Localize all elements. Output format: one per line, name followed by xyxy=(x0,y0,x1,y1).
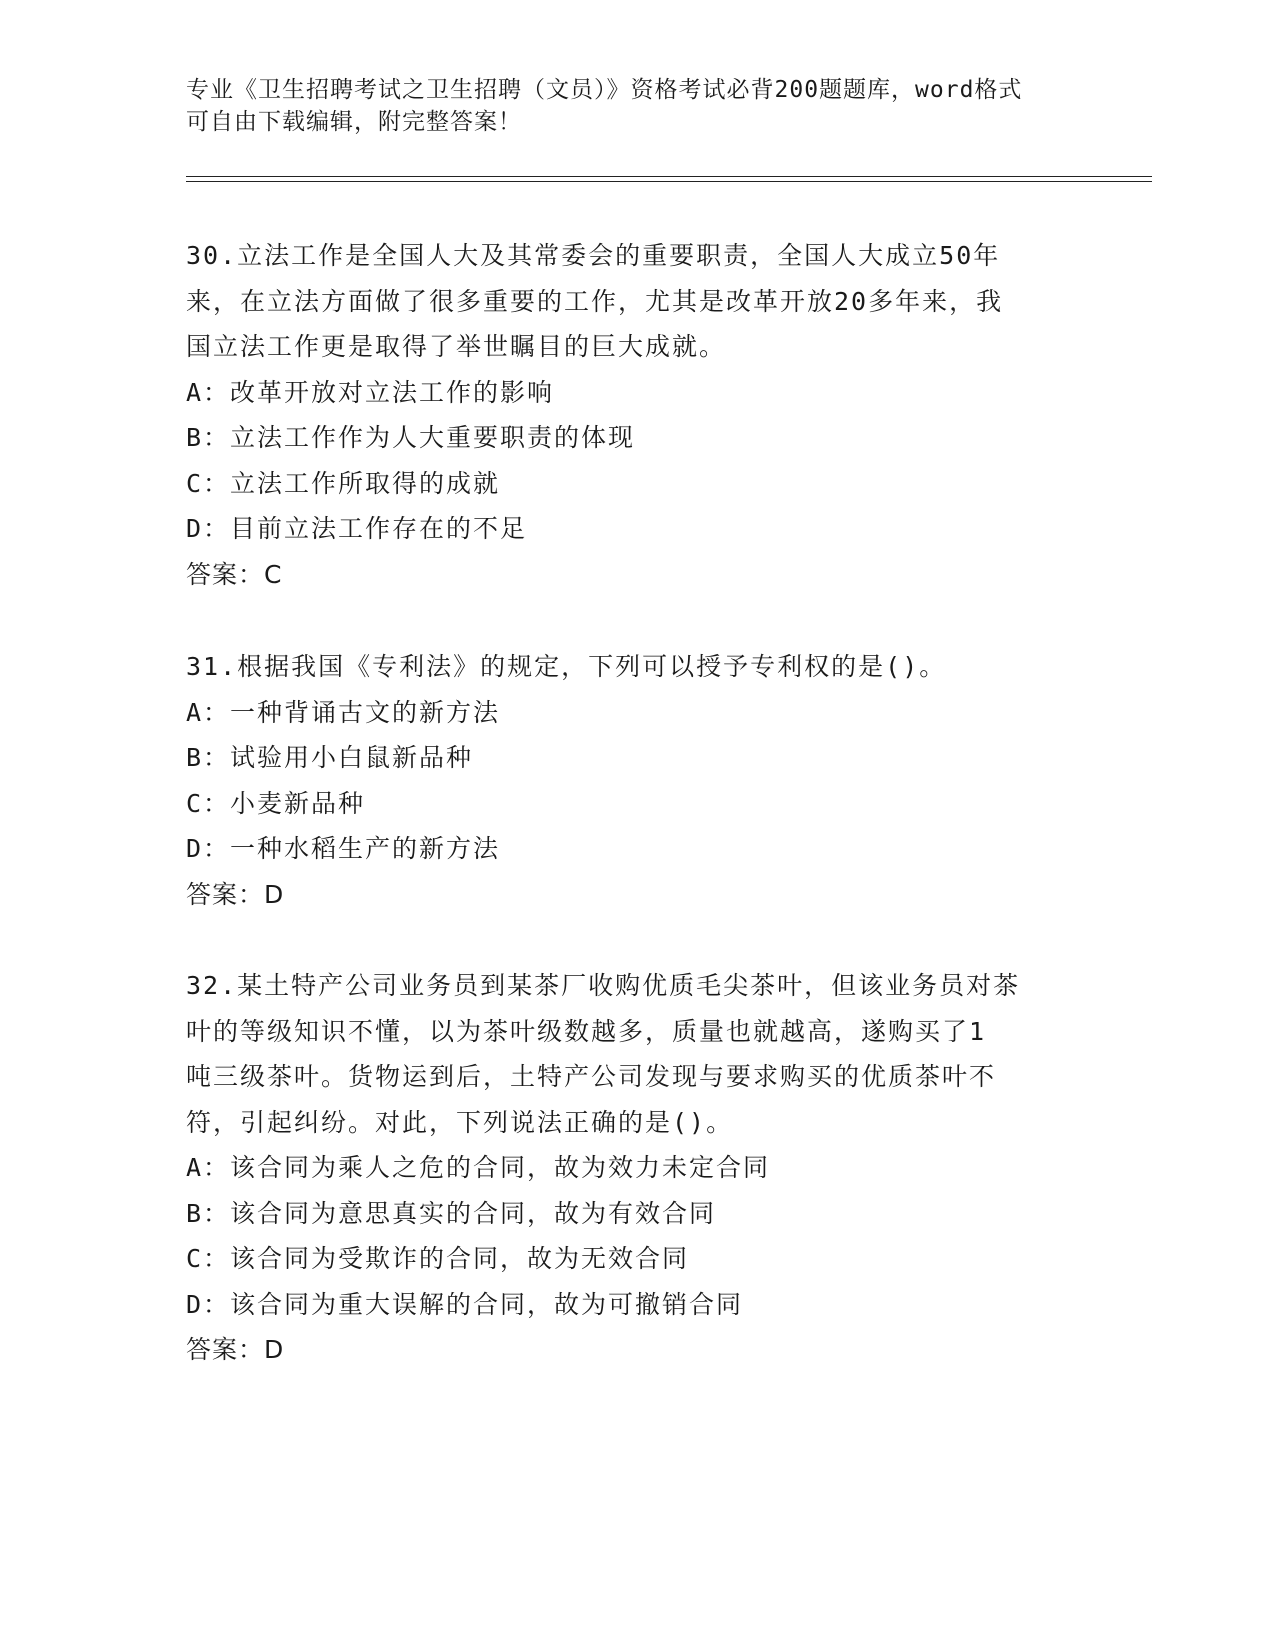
header-line-1: 专业《卫生招聘考试之卫生招聘（文员）》资格考试必背200题题库，word格式 xyxy=(186,77,1023,103)
answer-line: 答案：D xyxy=(186,879,285,909)
question-stem-line: 31.根据我国《专利法》的规定，下列可以授予专利权的是()。 xyxy=(186,652,947,681)
question-stem-line: 32.某土特产公司业务员到某茶厂收购优质毛尖茶叶，但该业务员对茶 xyxy=(186,971,1021,1000)
option-a: A：该合同为乘人之危的合同，故为效力未定合同 xyxy=(186,1153,771,1182)
option-a: A：改革开放对立法工作的影响 xyxy=(186,377,555,407)
option-b: B：立法工作作为人大重要职责的体现 xyxy=(186,423,636,452)
option-d: D：目前立法工作存在的不足 xyxy=(186,514,528,543)
option-b: B：该合同为意思真实的合同，故为有效合同 xyxy=(186,1198,717,1228)
question-31 xyxy=(186,644,1086,917)
answer-line: 答案：D xyxy=(186,1335,285,1364)
header-divider-bottom xyxy=(186,181,1152,182)
question-stem-line: 吨三级茶叶。货物运到后，土特产公司发现与要求购买的优质茶叶不 xyxy=(186,1062,997,1091)
option-a: A：一种背诵古文的新方法 xyxy=(186,697,501,727)
option-d: D：一种水稻生产的新方法 xyxy=(186,834,501,863)
question-stem-line: 来，在立法方面做了很多重要的工作，尤其是改革开放20多年来，我 xyxy=(186,286,1004,316)
question-stem-line: 符，引起纠纷。对此，下列说法正确的是()。 xyxy=(186,1107,734,1137)
header-line-2: 可自由下载编辑，附完整答案！ xyxy=(186,109,522,135)
option-d: D：该合同为重大误解的合同，故为可撤销合同 xyxy=(186,1289,744,1319)
answer-line: 答案：C xyxy=(186,559,283,589)
option-c: C：立法工作所取得的成就 xyxy=(186,468,501,498)
question-stem-line: 叶的等级知识不懂，以为茶叶级数越多，质量也就越高，遂购买了1 xyxy=(186,1016,987,1046)
option-c: C：小麦新品种 xyxy=(186,788,366,818)
question-stem-line: 30.立法工作是全国人大及其常委会的重要职责，全国人大成立50年 xyxy=(186,241,1001,270)
option-c: C：该合同为受欺诈的合同，故为无效合同 xyxy=(186,1244,690,1273)
option-b: B：试验用小白鼠新品种 xyxy=(186,743,474,772)
document-header xyxy=(186,74,1066,138)
question-30 xyxy=(186,233,1086,597)
question-32 xyxy=(186,963,1086,1373)
question-stem-line: 国立法工作更是取得了举世瞩目的巨大成就。 xyxy=(186,332,727,361)
header-divider-top xyxy=(186,176,1152,177)
